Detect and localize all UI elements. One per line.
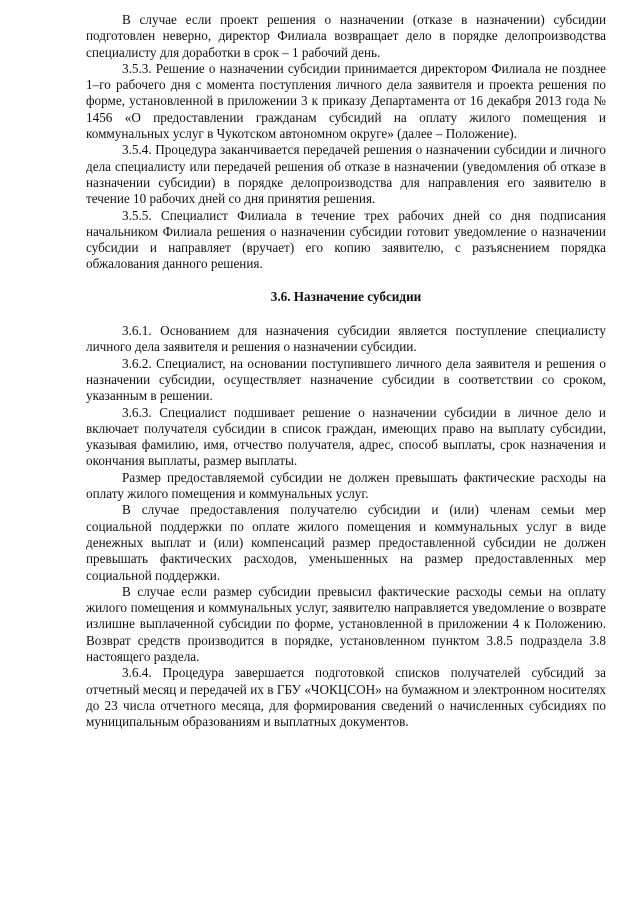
paragraph-3-6-4: 3.6.4. Процедура завершается подготовкой списков получателей субсидий за отчетный месяц и передачей их в ГБУ «ЧОКЦСОН» на бумажном и электронном носителях до 23 числа отчетного месяца, для формирования сведений о начисленных субсидиях по муниципальным образованиям и выплатных документов. (86, 665, 606, 730)
paragraph-refund-to-specialist: В случае если проект решения о назначении (отказе в назначении) субсидии подготовлен неверно, директор Филиала возвращает дело в порядке делопроизводства специалисту для доработки в срок – 1 рабочий день. (86, 12, 606, 60)
paragraph-3-5-3: 3.5.3. Решение о назначении субсидии принимается директором Филиала не позднее 1–го рабочего дня с момента поступления личного дела заявителя и проекта решения по форме, установленной в приложении 3 к приказу Департамента от 16 декабря 2013 года № 1456 «О предоставлении гражданам субсидий на оплату жилого помещения и коммунальных услуг в Чукотском автономном округе» (далее – Положение). (86, 60, 606, 142)
paragraph-3-5-5: 3.5.5. Специалист Филиала в течение трех рабочих дней со дня подписания начальником Филиала решения о назначении субсидии готовит уведомление о назначении субсидии и направляет (вручает) его копию заявителю, с разъяснением порядка обжалования данного решения. (86, 207, 606, 272)
paragraph-3-6-1: 3.6.1. Основанием для назначения субсидии является поступление специалисту личного дела заявителя и решения о назначении субсидии. (86, 323, 606, 355)
paragraph-subsidy-limit: Размер предоставляемой субсидии не должен превышать фактические расходы на оплату жилого помещения и коммунальных услуг. (86, 469, 606, 502)
paragraph-social-support: В случае предоставления получателю субсидии и (или) членам семьи мер социальной поддержки по оплате жилого помещения и коммунальных услуг в виде денежных выплат и (или) компенсаций размер предоставленной субсидии не должен превышать фактических расходов, уменьшенных на размер предоставленных мер социальной поддержки. (86, 502, 606, 583)
paragraph-refund: В случае если размер субсидии превысил фактические расходы семьи на оплату жилого помещения и коммунальных услуг, заявителю направляется уведомление о возврате излишне выплаченной субсидии по форме, установленной в приложении 4 к Положению. Возврат средств производится в порядке, установленном пунктом 3.8.5 подраздела 3.8 настоящего раздела. (86, 583, 606, 664)
paragraph-3-5-4: 3.5.4. Процедура заканчивается передачей решения о назначении субсидии и личного дела специалисту или передачей решения об отказе в назначении (уведомления об отказе в назначении субсидии) в порядке делопроизводства для направления его заявителю в течение 10 рабочих дней со дня принятия решения. (86, 142, 606, 207)
document-page (86, 12, 606, 730)
paragraph-3-6-2: 3.6.2. Специалист, на основании поступившего личного дела заявителя и решения о назначении субсидии, осуществляет назначение субсидии в соответствии со сроком, указанным в решении. (86, 355, 606, 404)
section-heading: 3.6. Назначение субсидии (270, 288, 422, 304)
paragraph-3-6-3: 3.6.3. Специалист подшивает решение о назначении субсидии в личное дело и включает получателя субсидии в список граждан, имеющих право на выплату субсидии, указывая фамилию, имя, отчество получателя, адрес, способ выплаты, срок назначения и окончания выплаты, размер выплаты. (86, 404, 606, 469)
